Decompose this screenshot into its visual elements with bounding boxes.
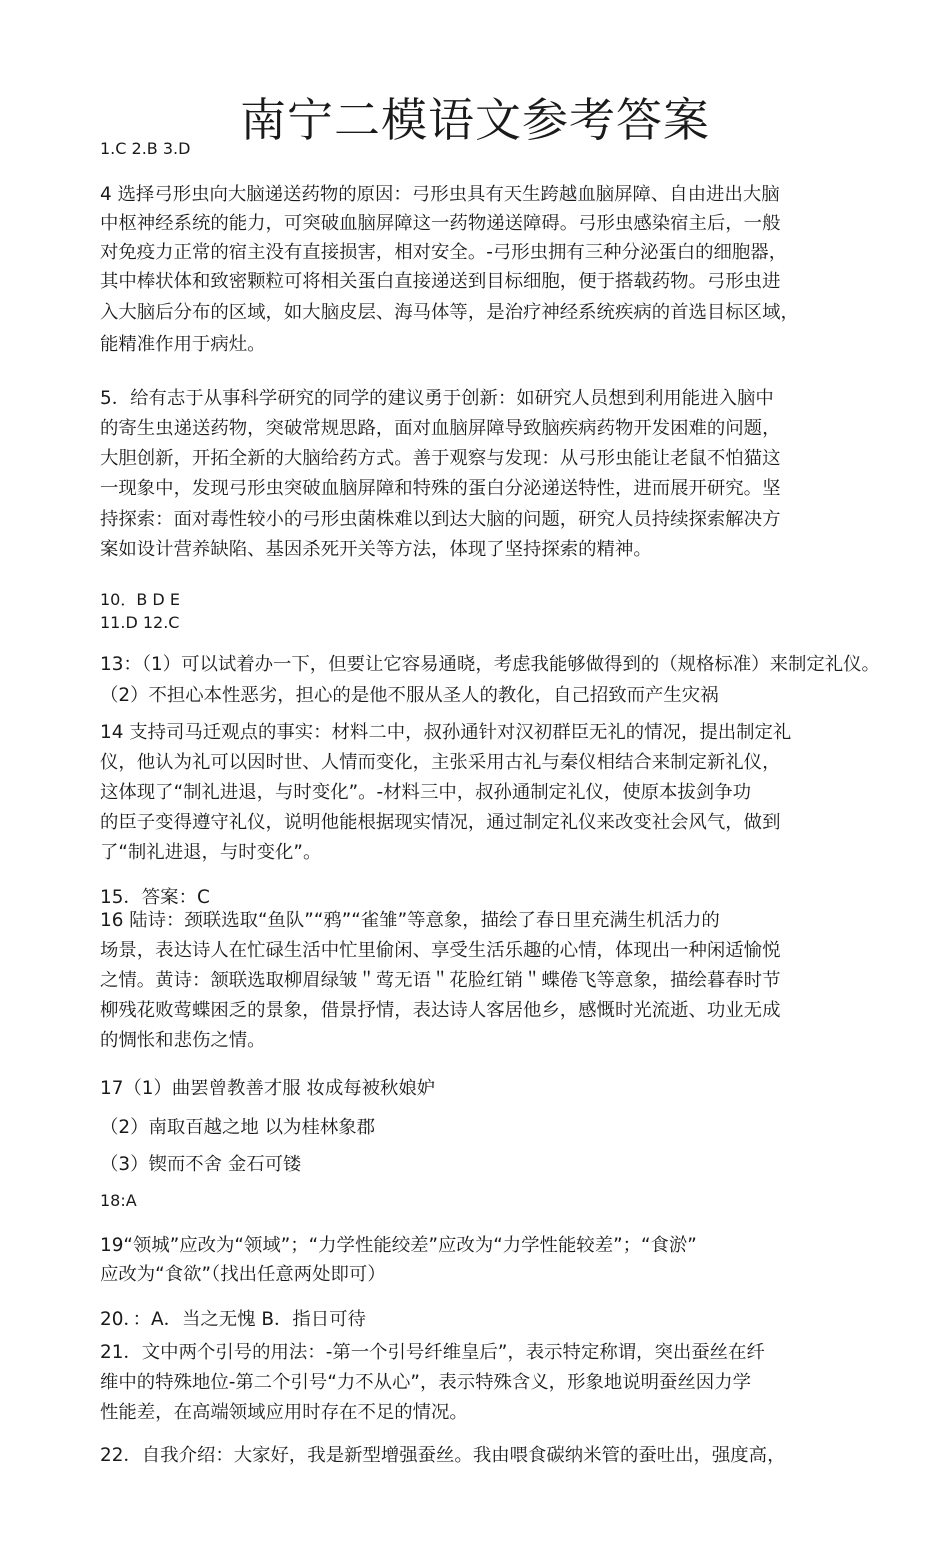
answer-16-line-2: 场景，表达诗人在忙碌生活中忙里偷闲、享受生活乐趣的心情，体现出一种闲适愉悦 bbox=[100, 940, 781, 961]
answer-5-line-1: 5．给有志于从事科学研究的同学的建议勇于创新：如研究人员想到利用能进入脑中 bbox=[100, 388, 774, 409]
answer-16-line-4: 柳残花败莺蝶困乏的景象，借景抒情，表达诗人客居他乡，感慨时光流逝、功业无成 bbox=[100, 1000, 781, 1021]
answer-19-line-1: 19“领城”应改为“领域”；“力学性能绞差”应改为“力学性能较差”；“食淤” bbox=[100, 1235, 697, 1256]
answer-17-part-1: 17（1）曲罢曾教善才服 妆成每被秋娘妒 bbox=[100, 1078, 436, 1099]
answer-4-line-5: 入大脑后分布的区域，如大脑皮层、海马体等，是治疗神经系统疾病的首选目标区域， bbox=[100, 302, 799, 323]
page-title: 南宁二模语文参考答案 bbox=[240, 92, 710, 147]
answer-15: 15．答案：C bbox=[100, 887, 210, 908]
answer-5-line-5: 持探索：面对毒性较小的弓形虫菌株难以到达大脑的问题，研究人员持续探索解决方 bbox=[100, 509, 781, 530]
answer-14-line-1: 14 支持司马迁观点的事实：材料二中，叔孙通针对汉初群臣无礼的情况，提出制定礼 bbox=[100, 722, 792, 743]
answer-1-3: 1.C 2.B 3.D bbox=[100, 139, 191, 158]
answer-21-line-1: 21．文中两个引号的用法：-第一个引号纤维皇后”，表示特定称谓，突出蚕丝在纤 bbox=[100, 1342, 765, 1363]
answer-14-line-4: 的臣子变得遵守礼仪，说明他能根据现实情况，通过制定礼仪来改变社会风气，做到 bbox=[100, 812, 781, 833]
answer-16-line-3: 之情。黄诗：颔联选取柳眉绿皱＂莺无语＂花脸红销＂蝶倦飞等意象，描绘暮春时节 bbox=[100, 970, 781, 991]
answer-5-line-2: 的寄生虫递送药物，突破常规思路，面对血脑屏障导致脑疾病药物开发困难的问题， bbox=[100, 418, 781, 439]
answer-16-line-1: 16 陆诗：颈联选取“鱼队”“鸦”“雀雏”等意象，描绘了春日里充满生机活力的 bbox=[100, 910, 720, 931]
answer-4-line-4: 其中棒状体和致密颗粒可将相关蛋白直接递送到目标细胞，便于搭载药物。弓形虫进 bbox=[100, 271, 781, 292]
answer-5-line-4: 一现象中，发现弓形虫突破血脑屏障和特殊的蛋白分泌递送特性，进而展开研究。坚 bbox=[100, 478, 781, 499]
answer-13-part-1: 13：（1）可以试着办一下，但要让它容易通晓，考虑我能够做得到的（规格标准）来制定礼仪。 bbox=[100, 654, 880, 675]
answer-11-12: 11.D 12.C bbox=[100, 613, 180, 632]
answer-16-line-5: 的惆怅和悲伤之情。 bbox=[100, 1030, 266, 1051]
answer-13-part-2: （2）不担心本性恶劣，担心的是他不服从圣人的教化，自己招致而产生灾祸 bbox=[100, 685, 719, 706]
answer-4-line-6: 能精准作用于病灶。 bbox=[100, 334, 266, 355]
answer-4-line-1: 4 选择弓形虫向大脑递送药物的原因：弓形虫具有天生跨越血脑屏障、自由进出大脑 bbox=[100, 184, 780, 205]
answer-14-line-2: 仪，他认为礼可以因时世、人情而变化，主张采用古礼与秦仪相结合来制定新礼仪， bbox=[100, 752, 781, 773]
answer-21-line-3: 性能差，在高端领域应用时存在不足的情况。 bbox=[100, 1402, 468, 1423]
answer-10: 10．B D E bbox=[100, 590, 180, 609]
answer-4-line-2: 中枢神经系统的能力，可突破血脑屏障这一药物递送障碍。弓形虫感染宿主后，一般 bbox=[100, 213, 781, 234]
answer-4-line-3: 对免疫力正常的宿主没有直接损害，相对安全。-弓形虫拥有三种分泌蛋白的细胞器， bbox=[100, 242, 788, 263]
answer-5-line-3: 大胆创新，开拓全新的大脑给药方式。善于观察与发现：从弓形虫能让老鼠不怕猫这 bbox=[100, 448, 781, 469]
answer-14-line-3: 这体现了“制礼进退，与时变化”。-材料三中，叔孙通制定礼仪，使原本拔剑争功 bbox=[100, 782, 751, 803]
answer-18: 18:A bbox=[100, 1191, 137, 1210]
answer-5-line-6: 案如设计营养缺陷、基因杀死开关等方法，体现了坚持探索的精神。 bbox=[100, 539, 652, 560]
answer-14-line-5: 了“制礼进退，与时变化”。 bbox=[100, 842, 322, 863]
answer-17-part-2: （2）南取百越之地 以为桂林象郡 bbox=[100, 1117, 376, 1138]
answer-20: 20．：A．当之无愧 B．指日可待 bbox=[100, 1309, 366, 1330]
answer-22-line-1: 22．自我介绍：大家好，我是新型增强蚕丝。我由喂食碳纳米管的蚕吐出，强度高， bbox=[100, 1445, 786, 1466]
answer-21-line-2: 维中的特殊地位-第二个引号“力不从心”，表示特殊含义，形象地说明蚕丝因力学 bbox=[100, 1372, 751, 1393]
answer-19-line-2: 应改为“食欲”（找出任意两处即可） bbox=[100, 1264, 386, 1285]
answer-17-part-3: （3）锲而不舍 金石可镂 bbox=[100, 1154, 302, 1175]
